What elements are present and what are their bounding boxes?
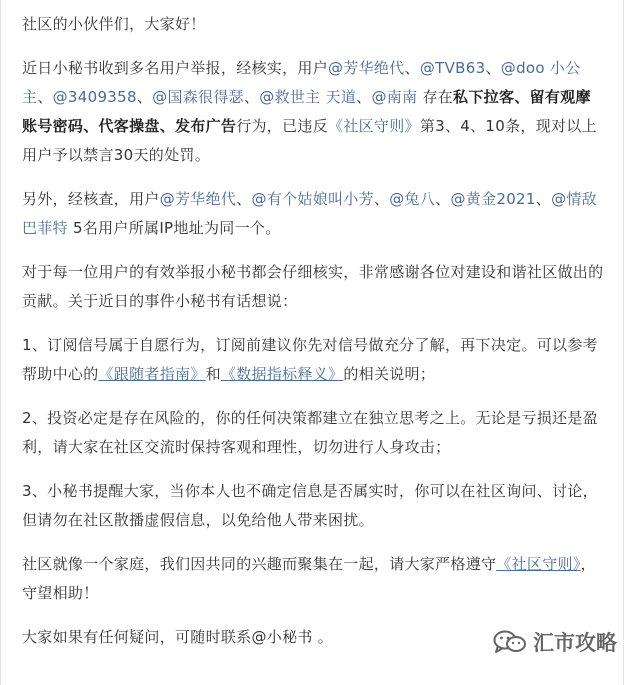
paragraph-point-3: 3、小秘书提醒大家，当你本人也不确定信息是否属实时，你可以在社区询问、讨论，但请勿在社区散播虚假信息，以免给他人带来困扰。 [22, 482, 598, 529]
separator: 、 [485, 59, 501, 77]
p4-tail: 的相关说明； [343, 365, 436, 383]
p2-lead: 另外，经核查，用户 [22, 190, 160, 208]
separator: 、 [243, 88, 260, 106]
user-mention[interactable]: @救世主 天道 [259, 88, 357, 106]
p1-lead: 近日小秘书收到多名用户举报，经核实，用户 [22, 59, 329, 77]
user-mention[interactable]: @黄金2021 [450, 190, 536, 208]
user-mention[interactable]: @国森很得瑟 [152, 88, 244, 106]
paragraph-contact: 大家如果有任何疑问，可随时联系@小秘书 。 [22, 628, 334, 646]
p1-after: 行为，已违反 [236, 117, 329, 135]
user-mention[interactable]: @doo 小公主 [22, 59, 581, 106]
user-mention[interactable]: @南南 [371, 88, 418, 106]
watermark-text: 汇市攻略 [533, 631, 617, 655]
article-body [22, 10, 604, 667]
community-rules-link-2[interactable]: 《社区守则》 [496, 555, 581, 573]
user-mention[interactable]: @芳华绝代 [328, 59, 405, 77]
violations-bold: 私下拉客、留有观摩账号密码、代客操盘、发布广告 [22, 88, 591, 135]
data-metrics-link[interactable]: 《数据指标释义》 [220, 365, 344, 383]
community-rules-link[interactable]: 《社区守则》 [328, 117, 420, 135]
separator: 、 [435, 190, 451, 208]
paragraph-community [22, 550, 604, 608]
paragraph-point-1 [22, 331, 604, 389]
paragraph-point-2: 2、投资必定是存在风险的，你的任何决策都建立在独立思考之上。无论是亏损还是盈利，请大家在社区交流时保持客观和理性，切勿进行人身攻击； [22, 409, 598, 456]
watermark [493, 627, 617, 657]
p1-tail: 第3、4、10条，现对以上用户予以禁言30天的处罚。 [22, 117, 597, 164]
p7-tail: ，守望相助！ [22, 555, 596, 602]
p4-lead: 1、订阅信号属于自愿行为，订阅前建议你先对信号做充分了解，再下决定。可以参考帮助中心的 [22, 336, 598, 383]
separator: 、 [236, 190, 252, 208]
p2-tail: 5名用户所属IP地址为同一个。 [67, 219, 281, 237]
user-mention[interactable]: @3409358 [52, 88, 137, 106]
p4-and: 和 [205, 365, 221, 383]
p7-lead: 社区就像一个家庭，我们因共同的兴趣而聚集在一起，请大家严格遵守 [22, 555, 497, 573]
paragraph-ban-notice [22, 54, 604, 170]
wechat-logo-icon [493, 629, 527, 655]
paragraph-thanks: 对于每一位用户的有效举报小秘书都会仔细核实，非常感谢各位对建设和谐社区做出的贡献。关于近日的事件小秘书有话想说： [22, 263, 604, 310]
separator: 、 [136, 88, 153, 106]
p1-mid: 存在 [417, 88, 454, 106]
follower-guide-link[interactable]: 《跟随者指南》 [98, 365, 206, 383]
user-mention[interactable]: @芳华绝代 [159, 190, 237, 208]
separator: 、 [37, 88, 53, 106]
user-mention[interactable]: @有个姑娘叫小芳 [251, 190, 374, 208]
greeting: 社区的小伙伴们，大家好！ [22, 15, 206, 33]
paragraph-ip-notice [22, 185, 604, 243]
separator: 、 [535, 190, 552, 208]
separator: 、 [356, 88, 372, 106]
user-mention[interactable]: @TVB63 [419, 59, 486, 77]
user-mention[interactable]: @情敌巴菲特 [22, 190, 597, 237]
separator: 、 [404, 59, 420, 77]
separator: 、 [373, 190, 390, 208]
user-mention[interactable]: @兔八 [389, 190, 436, 208]
